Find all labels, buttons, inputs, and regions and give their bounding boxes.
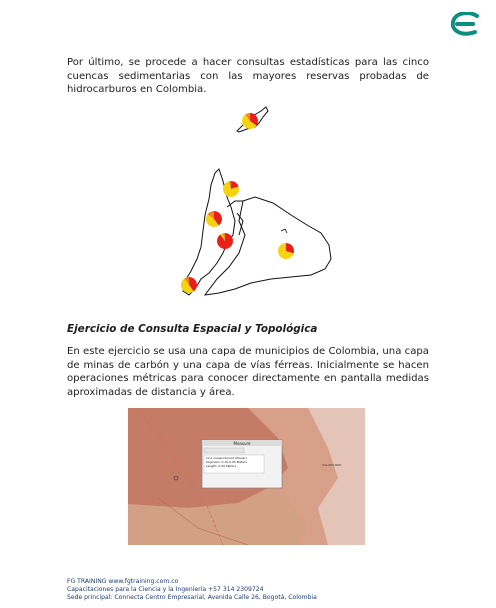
measure-line-3: Length: 0.00 Meters [206, 464, 237, 468]
footer-line-1: FG TRAINING www.fgtraining.com.co [67, 578, 179, 585]
map-label-valledupar: VALLEDUPAR [322, 463, 342, 467]
measure-dialog-title: Measure [233, 441, 251, 446]
section-heading: Ejercicio de Consulta Espacial y Topológica [67, 323, 318, 335]
page-footer [67, 578, 447, 601]
paragraph-exercise: En este ejercicio se usa una capa de municipios de Colombia, una capa de minas de carbón y una capa de vías férreas. Inicialmente se hacen operaciones métricas para conocer directamente en pantalla medidas aproximadas de distancia y área. [67, 346, 429, 399]
footer-line-3: Sede principal: Connecta Centro Empresarial, Avenida Calle 26, Bogotá, Colombia [67, 593, 317, 601]
footer-line-2: Capacitaciones para la Ciencia y la Ingeniería +57 314 2309724 [67, 585, 264, 593]
measure-line-1: Line measurement (Planar) [206, 456, 247, 460]
measure-dialog[interactable] [202, 440, 282, 488]
measure-screenshot-figure [128, 408, 365, 545]
pie-upper-magdalena [223, 181, 239, 197]
pie-south [181, 277, 197, 293]
company-logo-icon [451, 12, 479, 36]
paragraph-intro: Por último, se procede a hacer consultas estadísticas para las cinco cuencas sedimentarias con las mayores reservas probadas de hidrocarburos en Colombia. [67, 57, 429, 96]
measure-line-2: Segment: 0.10,0.00 Meters [206, 460, 247, 464]
pie-llanos [278, 243, 294, 259]
pie-middle-magdalena [206, 211, 222, 227]
basins-map-figure [139, 103, 357, 317]
pie-guajira [242, 113, 258, 129]
pie-center [217, 233, 233, 249]
